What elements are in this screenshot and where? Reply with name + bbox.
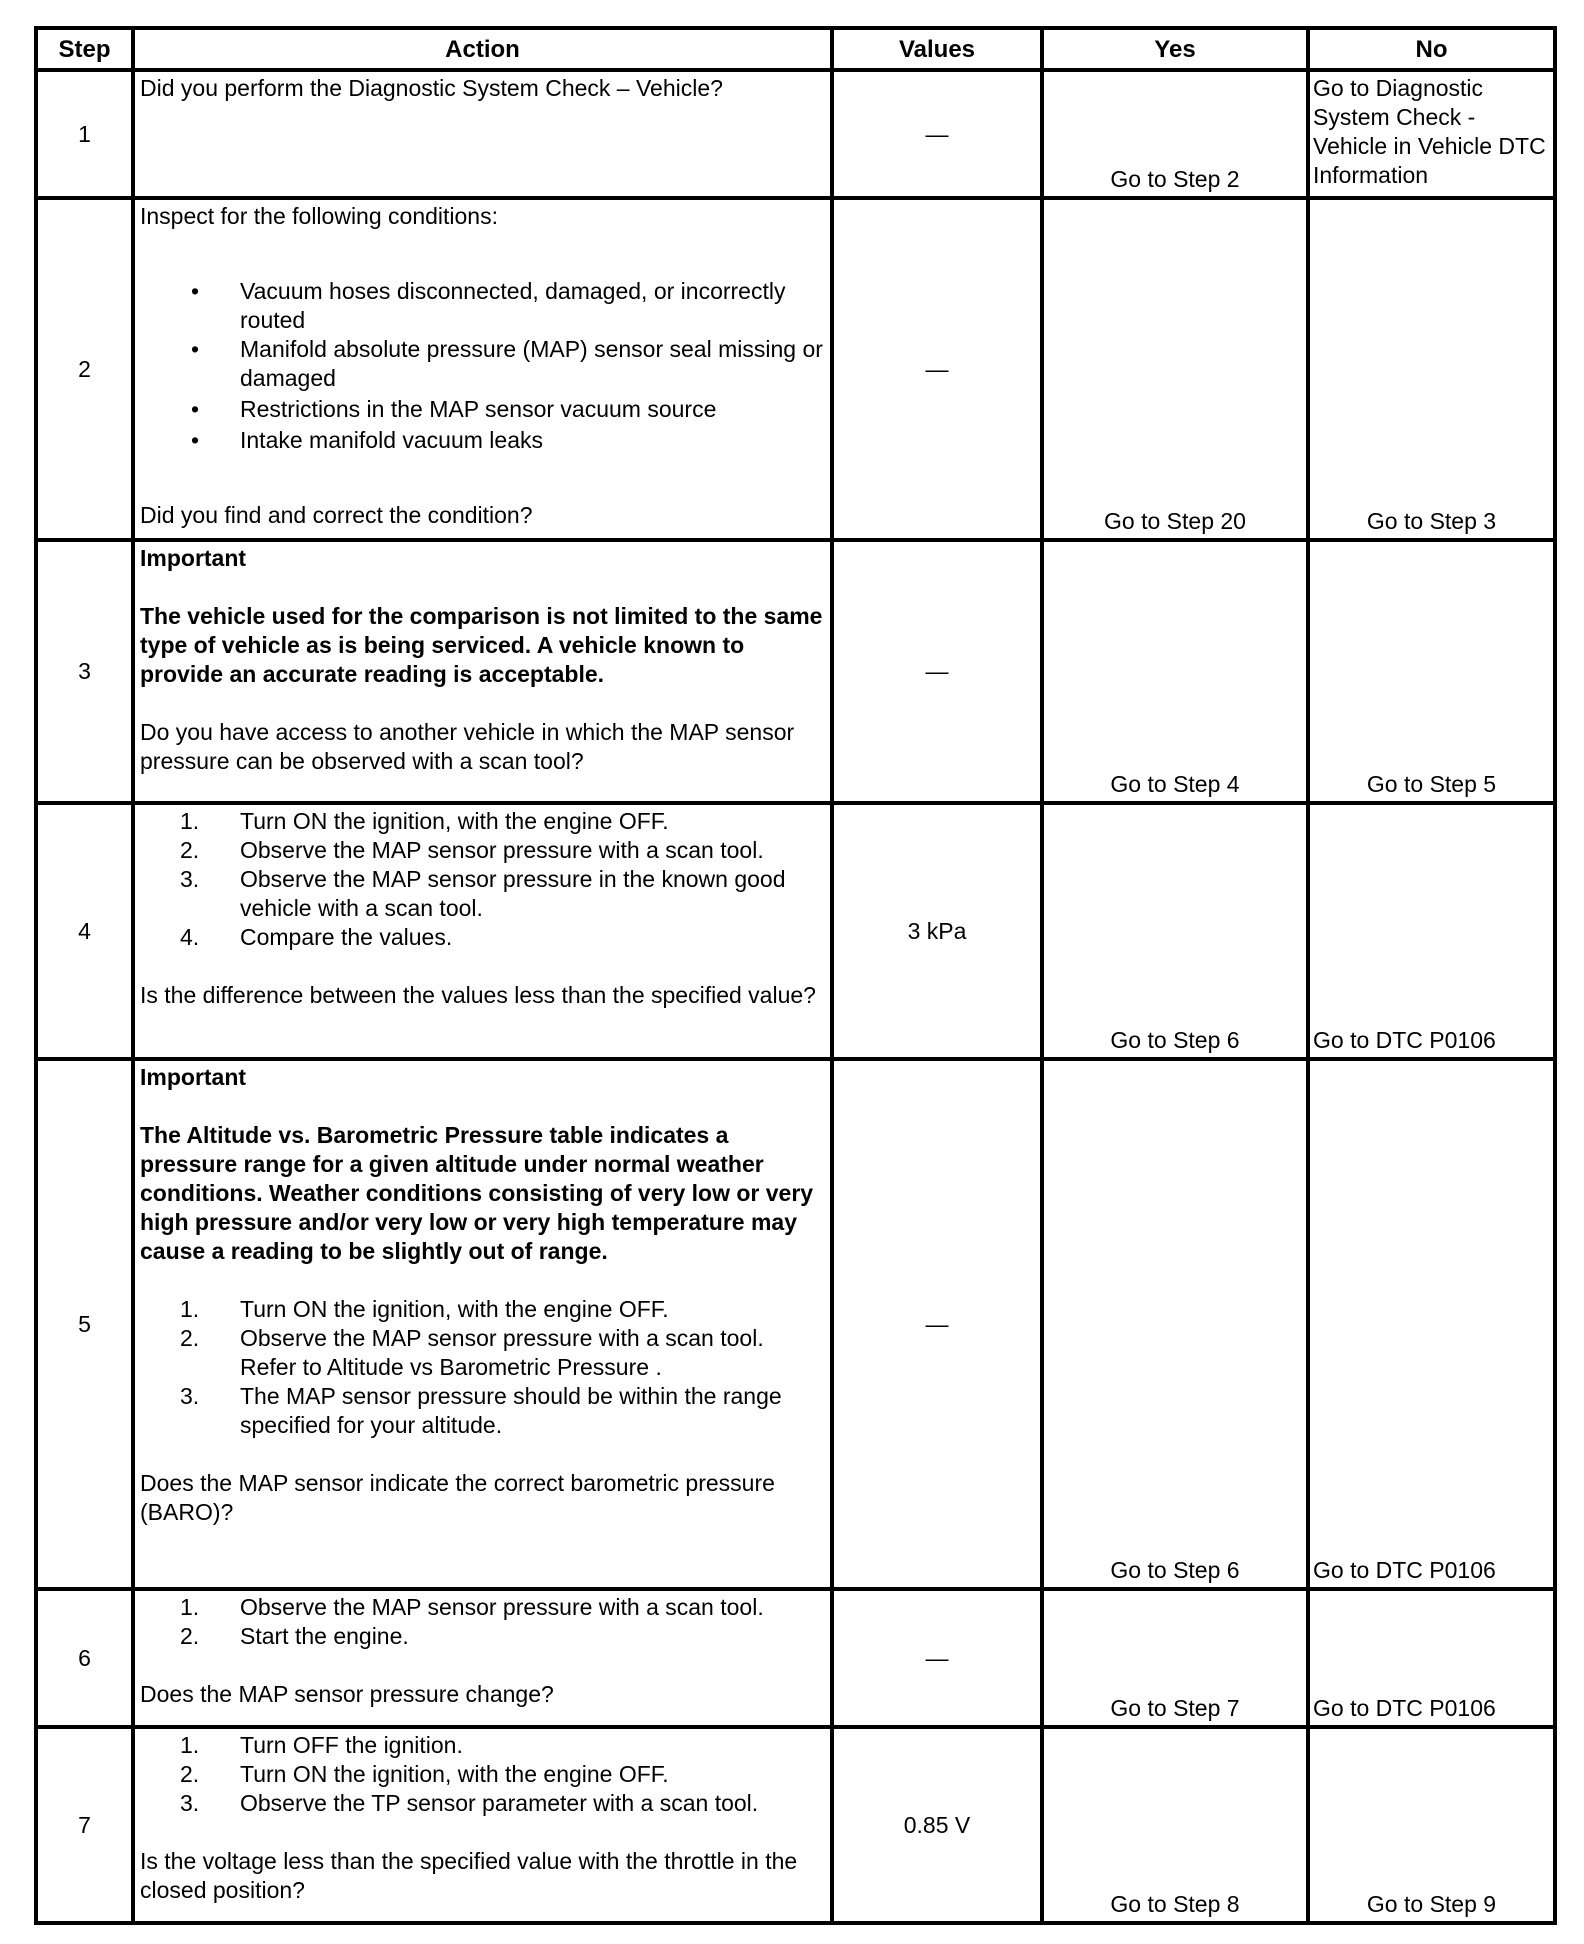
header-values: Values	[832, 28, 1042, 70]
header-action: Action	[133, 28, 832, 70]
action-cell	[133, 1589, 832, 1727]
step-number: 4	[36, 803, 133, 1059]
header-yes: Yes	[1042, 28, 1308, 70]
table-row-step-5	[36, 1059, 1555, 1589]
list-item: 2. Observe the MAP sensor pressure with a scan tool.	[180, 837, 764, 863]
list-item: 4. Compare the values.	[180, 924, 453, 950]
no-cell: Go to DTC P0106	[1308, 1059, 1555, 1589]
important-note: The vehicle used for the comparison is not limited to the same type of vehicle as is being serviced. A vehicle known to provide an accurate reading is acceptable.	[140, 603, 823, 687]
value-cell: —	[832, 70, 1042, 198]
value-cell: 3 kPa	[832, 803, 1042, 1059]
condition-list	[140, 277, 826, 455]
list-item: 3. Observe the TP sensor parameter with a scan tool.	[180, 1790, 759, 1816]
list-item: 2. Start the engine.	[180, 1623, 409, 1649]
yes-cell: Go to Step 8	[1042, 1727, 1308, 1923]
action-question: Is the voltage less than the specified value with the throttle in the closed position?	[140, 1848, 798, 1903]
table-row-step-2	[36, 198, 1555, 540]
action-question: Did you find and correct the condition?	[140, 502, 533, 528]
table-row-step-3	[36, 540, 1555, 803]
value-cell: —	[832, 1589, 1042, 1727]
action-cell	[133, 198, 832, 540]
value-cell: 0.85 V	[832, 1727, 1042, 1923]
yes-cell: Go to Step 4	[1042, 540, 1308, 803]
list-item: • Vacuum hoses disconnected, damaged, or incorrectly routed	[140, 277, 826, 335]
action-cell	[133, 1727, 832, 1923]
step-number: 6	[36, 1589, 133, 1727]
table-row-step-6	[36, 1589, 1555, 1727]
step-number: 2	[36, 198, 133, 540]
header-no: No	[1308, 28, 1555, 70]
step-number: 5	[36, 1059, 133, 1589]
action-question: Is the difference between the values less than the specified value?	[140, 982, 816, 1008]
list-item: 1. Turn ON the ignition, with the engine OFF.	[180, 808, 669, 834]
list-item: 1. Turn OFF the ignition.	[180, 1732, 463, 1758]
list-item: • Restrictions in the MAP sensor vacuum source	[140, 395, 826, 424]
action-cell	[133, 540, 832, 803]
no-cell: Go to DTC P0106	[1308, 803, 1555, 1059]
no-cell: Go to Step 3	[1308, 198, 1555, 540]
procedure-list	[140, 1731, 826, 1818]
action-question: Does the MAP sensor indicate the correct barometric pressure (BARO)?	[140, 1470, 775, 1525]
list-item: 3. Observe the MAP sensor pressure in the known good vehicle with a scan tool.	[180, 866, 786, 921]
list-item: 3. The MAP sensor pressure should be within the range specified for your altitude.	[180, 1383, 782, 1438]
action-question: Do you have access to another vehicle in which the MAP sensor pressure can be observed with a scan tool?	[140, 719, 795, 774]
no-cell: Go to Diagnostic System Check - Vehicle in Vehicle DTC Information	[1308, 70, 1555, 198]
no-cell: Go to Step 5	[1308, 540, 1555, 803]
list-item: • Intake manifold vacuum leaks	[140, 426, 826, 455]
no-cell: Go to Step 9	[1308, 1727, 1555, 1923]
value-cell: —	[832, 540, 1042, 803]
step-number: 1	[36, 70, 133, 198]
header-step: Step	[36, 28, 133, 70]
important-note: The Altitude vs. Barometric Pressure table indicates a pressure range for a given altitude under normal weather conditions. Weather conditions consisting of very low or very high pressure and/or very low or very high temperature may cause a reading to be slightly out of range.	[140, 1122, 814, 1264]
value-cell: —	[832, 1059, 1042, 1589]
table-row-step-4	[36, 803, 1555, 1059]
no-cell: Go to DTC P0106	[1308, 1589, 1555, 1727]
action-cell	[133, 70, 832, 198]
important-label: Important	[140, 1064, 247, 1090]
yes-cell: Go to Step 6	[1042, 1059, 1308, 1589]
yes-cell: Go to Step 20	[1042, 198, 1308, 540]
value-cell: —	[832, 198, 1042, 540]
procedure-list	[140, 1295, 826, 1440]
list-item: 1. Observe the MAP sensor pressure with a scan tool.	[180, 1594, 764, 1620]
yes-cell: Go to Step 6	[1042, 803, 1308, 1059]
action-cell	[133, 803, 832, 1059]
list-item: 2. Observe the MAP sensor pressure with a scan tool. Refer to Altitude vs Barometric Pressure .	[180, 1325, 764, 1380]
header-row	[36, 28, 1555, 70]
step-number: 3	[36, 540, 133, 803]
table-row-step-1	[36, 70, 1555, 198]
yes-cell: Go to Step 2	[1042, 70, 1308, 198]
list-item: 2. Turn ON the ignition, with the engine OFF.	[180, 1761, 669, 1787]
table-row-step-7	[36, 1727, 1555, 1923]
important-label: Important	[140, 545, 247, 571]
action-intro: Inspect for the following conditions:	[140, 203, 498, 229]
yes-cell: Go to Step 7	[1042, 1589, 1308, 1727]
diagnostic-table	[34, 26, 1557, 1925]
step-number: 7	[36, 1727, 133, 1923]
action-question: Did you perform the Diagnostic System Check – Vehicle?	[140, 75, 723, 101]
procedure-list	[140, 807, 826, 952]
action-question: Does the MAP sensor pressure change?	[140, 1681, 554, 1707]
list-item: 1. Turn ON the ignition, with the engine OFF.	[180, 1296, 669, 1322]
list-item: • Manifold absolute pressure (MAP) sensor seal missing or damaged	[140, 335, 826, 393]
action-cell	[133, 1059, 832, 1589]
procedure-list	[140, 1593, 826, 1651]
